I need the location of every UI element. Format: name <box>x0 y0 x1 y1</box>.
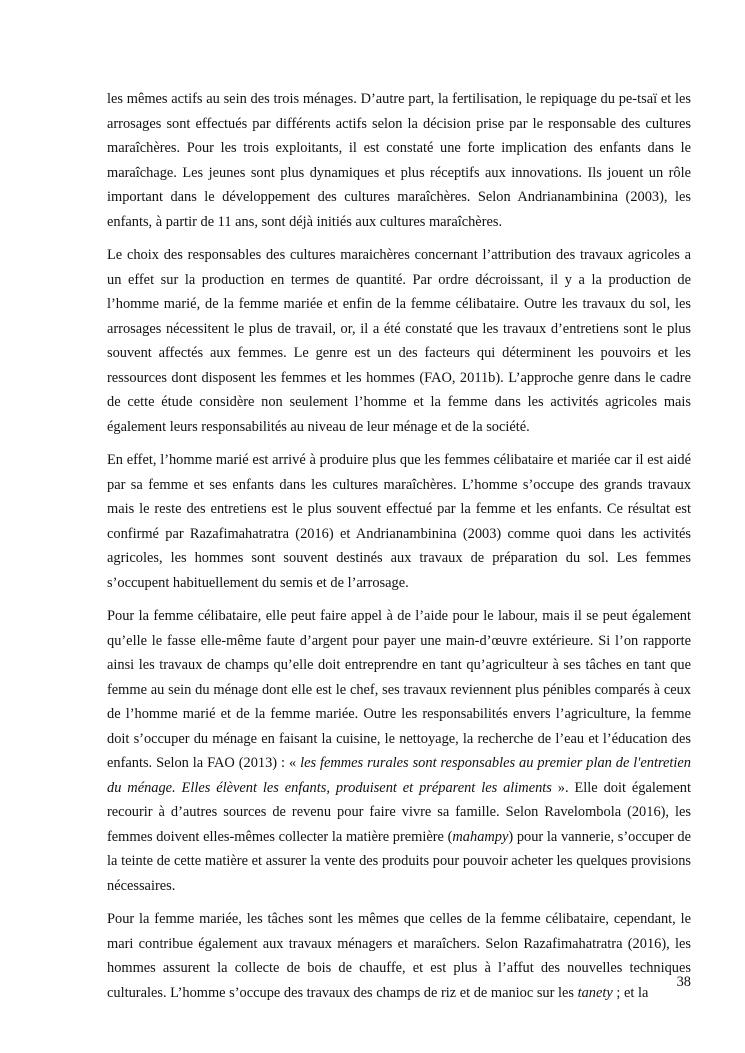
paragraph-3 <box>107 448 691 595</box>
text-run: ) pour la vannerie, s’occuper de la teinte de cette matière et assurer la vente des produits pour pouvoir acheter les quelques provisions nécessaires. <box>107 828 691 894</box>
paragraph-1 <box>107 87 691 234</box>
paragraph-4 <box>107 604 691 898</box>
term-tanety: tanety <box>577 984 613 1001</box>
page-number: 38 <box>676 974 691 990</box>
text-run: les mêmes actifs au sein des trois ménages. D’autre part, la fertilisation, le repiquage du pe-tsaï et les arrosages sont effectués par différents actifs selon la décision prise par le responsable des cultures maraîchères. Pour les trois exploitants, il est constaté une forte implication des enfants dans le maraîchage. Les jeunes sont plus dynamiques et plus réceptifs aux innovations. Ils jouent un rôle important dans le développement des cultures maraîchères. Selon Andrianambinina (2003), les enfants, à partir de 11 ans, sont déjà initiés aux cultures maraîchères. <box>107 91 691 230</box>
body-text <box>107 87 691 1005</box>
text-run: Pour la femme célibataire, elle peut faire appel à de l’aide pour le labour, mais il se peut également qu’elle le fasse elle-même faute d’argent pour payer une main-d’œuvre extérieure. Si l’on rapporte ainsi les travaux de champs qu’elle doit entreprendre en tant qu’agriculteur à ses tâches en tant que femme au sein du ménage dont elle est le chef, ses travaux reviennent plus pénibles comparés à ceux de l’homme marié et de la femme mariée. Outre les responsabilités envers l’agriculture, la femme doit s’occuper du ménage en faisant la cuisine, le nettoyage, la recherche de l’eau et l’éducation des enfants. Selon la FAO (2013) : « <box>107 608 691 771</box>
text-run: Le choix des responsables des cultures maraichères concernant l’attribution des travaux agricoles a un effet sur la production en termes de quantité. Par ordre décroissant, il y a la production de l’homme marié, de la femme mariée et enfin de la femme célibataire. Outre les travaux du sol, les arrosages nécessitent le plus de travail, or, il a été constaté que les travaux d’entretiens sont le plus souvent affectés aux femmes. Le genre est un des facteurs qui déterminent les pouvoirs et les ressources dont disposent les femmes et les hommes (FAO, 2011b). L’approche genre dans le cadre de cette étude considère non seulement l’homme et la femme dans les activités agricoles mais également leurs responsabilités au niveau de leur ménage et de la société. <box>107 247 691 435</box>
text-run: Pour la femme mariée, les tâches sont les mêmes que celles de la femme célibataire, cependant, le mari contribue également aux travaux ménagers et maraîchers. Selon Razafimahatratra (2016), les hommes assurent la collecte de bois de chauffe, et est plus à l’affut des nouvelles techniques culturales. L’homme s’occupe des travaux des champs de riz et de manioc sur les <box>107 911 691 1001</box>
term-mahampy: mahampy <box>452 828 509 845</box>
text-run: ; et la <box>612 984 649 1001</box>
text-run: ». Elle doit également recourir à d’autres sources de revenu pour faire vivre sa famille. Selon Ravelombola (2016), les femmes doivent elles-mêmes collecter la matière première ( <box>107 779 691 845</box>
text-run: En effet, l’homme marié est arrivé à produire plus que les femmes célibataire et mariée car il est aidé par sa femme et ses enfants dans les cultures maraîchères. L’homme s’occupe des grands travaux mais le reste des entretiens est le plus souvent effectué par la femme et les enfants. Ce résultat est confirmé par Razafimahatratra (2016) et Andrianambinina (2003) comme quoi dans les activités agricoles, les hommes sont souvent destinés aux travaux de préparation du sol. Les femmes s’occupent habituellement du semis et de l’arrosage. <box>107 452 691 591</box>
paragraph-2 <box>107 243 691 439</box>
fao-quote: les femmes rurales sont responsables au premier plan de l'entretien du ménage. Elles élèvent les enfants, produisent et préparent les aliments <box>107 755 691 796</box>
